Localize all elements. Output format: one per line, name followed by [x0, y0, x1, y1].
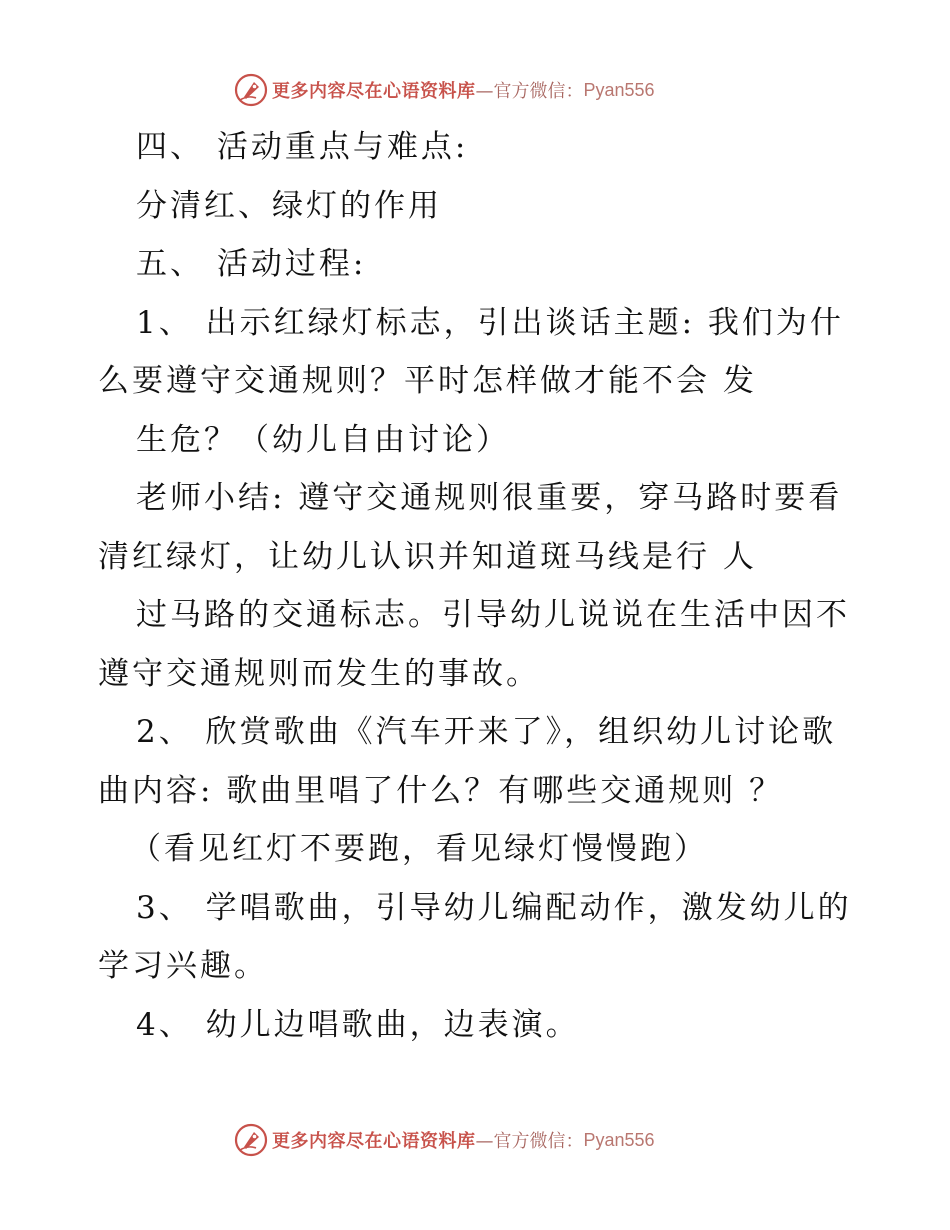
teacher-summary-line: 老师小结: 遵守交通规则很重要，穿马路时要看 [136, 480, 843, 516]
section-heading-4: 四、 活动重点与难点: [136, 129, 469, 165]
text-line: 过马路的交通标志。引导幼儿说说在生活中因不 [136, 597, 850, 633]
text-line: 遵守交通规则而发生的事故。 [98, 655, 540, 692]
text-line: （看见红灯不要跑，看见绿灯慢慢跑） [130, 831, 708, 867]
watermark-wechat-label: —官方微信： [475, 1131, 584, 1152]
section-heading-5: 五、 活动过程: [136, 246, 367, 282]
step-4-line: 4、 幼儿边唱歌曲，边表演。 [136, 1006, 580, 1043]
pen-nib-icon [234, 1123, 268, 1157]
header-watermark [234, 70, 754, 110]
text-line: 么要遵守交通规则？平时怎样做才能不会 发 [98, 363, 757, 399]
watermark-wechat-id: Pyan556 [583, 1129, 655, 1150]
document-body [98, 118, 858, 1054]
step-3-line: 3、 学唱歌曲，引导幼儿编配动作，激发幼儿的 [136, 889, 852, 926]
watermark-brand: 更多内容尽在心语资料库 [272, 1131, 476, 1152]
text-line: 学习兴趣。 [98, 948, 268, 984]
watermark-wechat-label: —官方微信： [475, 81, 584, 102]
text-line: 生危？（幼儿自由讨论） [136, 421, 510, 458]
text-line: 清红绿灯，让幼儿认识并知道斑马线是行 人 [98, 538, 757, 575]
text-line: 分清红、绿灯的作用 [136, 187, 442, 224]
footer-watermark [234, 1120, 754, 1160]
step-2-line: 2、 欣赏歌曲《汽车开来了》，组织幼儿讨论歌 [136, 714, 837, 750]
watermark-brand: 更多内容尽在心语资料库 [272, 81, 476, 102]
pen-nib-icon [234, 73, 268, 107]
step-1-line: 1、 出示红绿灯标志，引出谈话主题: 我们为什 [136, 304, 844, 341]
text-line: 曲内容: 歌曲里唱了什么？有哪些交通规则 ？ [98, 772, 784, 809]
watermark-wechat-id: Pyan556 [583, 79, 655, 100]
